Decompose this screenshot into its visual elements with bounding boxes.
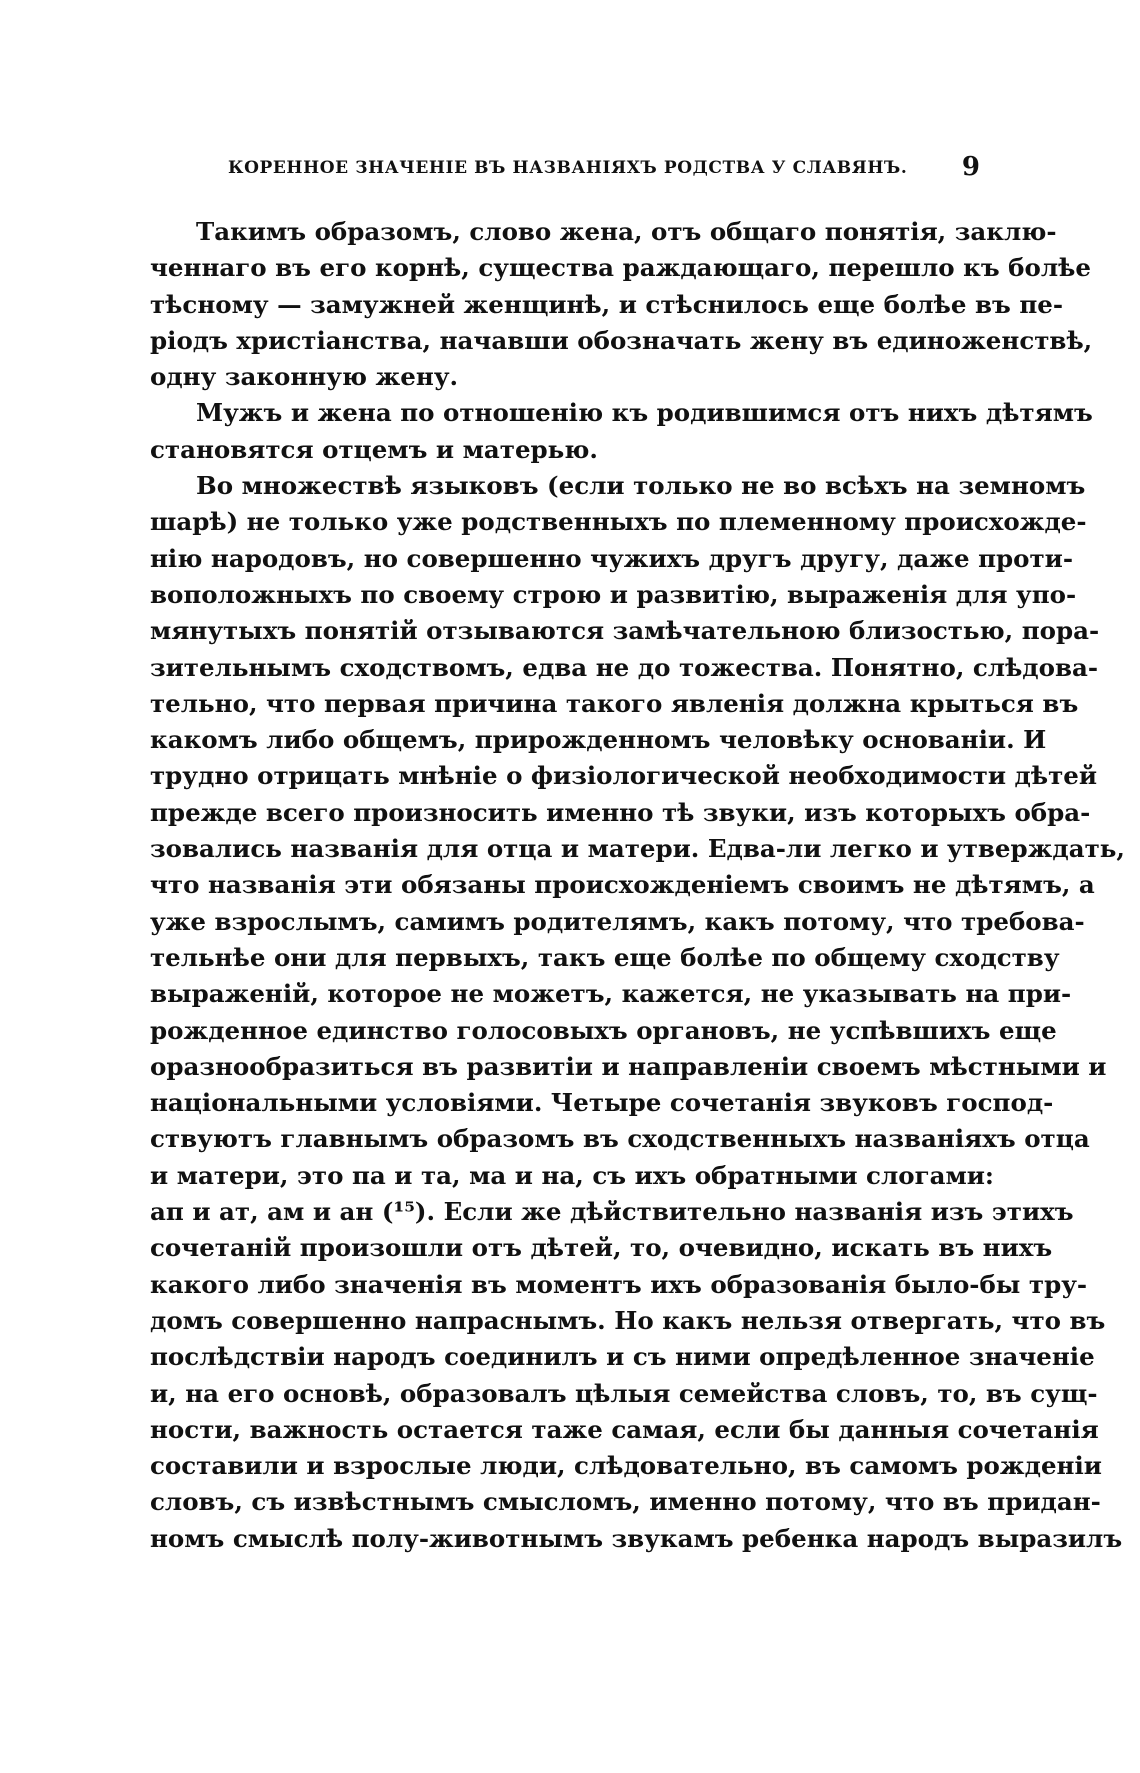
text-line: уже взрослымъ, самимъ родителямъ, какъ потому, что требова-: [150, 906, 1085, 936]
text-line: трудно отрицать мнѣніе о физіологической необходимости дѣтей: [150, 761, 1098, 791]
text-line: воположныхъ по своему строю и развитію, выраженія для упо-: [150, 579, 1077, 609]
text-line: тельно, что первая причина такого явленія должна крыться въ: [150, 688, 1079, 718]
text-line: нію народовъ, но совершенно чужихъ другъ другу, даже проти-: [150, 543, 1073, 573]
text-line: домъ совершенно напраснымъ. Но какъ нельзя отвергать, что въ: [150, 1305, 1106, 1335]
text-line: одну законную жену.: [150, 362, 459, 392]
text-line: зовались названія для отца и матери. Едва-ли легко и утверждать,: [150, 834, 1125, 864]
text-line: рожденное единство голосовыхъ органовъ, не успѣвшихъ еще: [150, 1015, 1057, 1045]
text-line: Мужъ и жена по отношенію къ родившимся отъ нихъ дѣтямъ: [196, 398, 1093, 428]
text-line: ствуютъ главнымъ образомъ въ сходственныхъ названіяхъ отца: [150, 1124, 1090, 1154]
text-line: Такимъ образомъ, слово жена, отъ общаго понятія, заклю-: [196, 217, 1057, 246]
text-line: тельнѣе они для первыхъ, такъ еще болѣе по общему сходству: [150, 942, 1060, 972]
running-title: КОРЕННОЕ ЗНАЧЕНІЕ ВЪ НАЗВАНІЯХЪ РОДСТВА У СЛАВЯНЪ.: [228, 158, 908, 178]
text-line: что названія эти обязаны происхожденіемъ своимъ не дѣтямъ, а: [150, 870, 1095, 900]
text-line: тѣсному — замужней женщинѣ, и стѣснилось еще болѣе въ пе-: [150, 289, 1064, 319]
text-line: словъ, съ извѣстнымъ смысломъ, именно потому, что въ придан-: [150, 1487, 1101, 1517]
text-line: оразнообразиться въ развитіи и направленіи своемъ мѣстными и: [150, 1051, 1107, 1081]
text-line: зительнымъ сходствомъ, едва не до тожества. Понятно, слѣдова-: [150, 652, 1099, 682]
text-line: Во множествѣ языковъ (если только не во всѣхъ на земномъ: [196, 471, 1086, 501]
running-head: [228, 152, 980, 184]
text-line: выраженій, которое не можетъ, кажется, не указывать на при-: [150, 979, 1072, 1009]
text-line: ченнаго въ его корнѣ, существа раждающаго, перешло къ болѣе: [150, 253, 1091, 283]
text-line: какомъ либо общемъ, прирожденномъ человѣку основаніи. И: [150, 725, 1047, 755]
text-line: ности, важность остается таже самая, если бы данныя сочетанія: [150, 1414, 1099, 1444]
page-number: 9: [961, 152, 980, 182]
text-line: національными условіями. Четыре сочетанія звуковъ господ-: [150, 1088, 1054, 1118]
text-line: составили и взрослые люди, слѣдовательно, въ самомъ рожденіи: [150, 1451, 1102, 1481]
text-line: послѣдствіи народъ соединилъ и съ ними опредѣленное значеніе: [150, 1342, 1095, 1372]
text-line: номъ смыслѣ полу-животнымъ звукамъ ребенка народъ выразилъ: [150, 1523, 1123, 1553]
body-text: [150, 214, 1125, 1557]
text-line: какого либо значенія въ моментъ ихъ образованія было-бы тру-: [150, 1269, 1088, 1299]
text-line: и матери, это па и та, ма и на, съ ихъ обратными слогами:: [150, 1160, 994, 1190]
text-line: и, на его основѣ, образовалъ цѣлыя семейства словъ, то, въ сущ-: [150, 1378, 1098, 1408]
text-line: становятся отцемъ и матерью.: [150, 434, 598, 464]
text-line: сочетаній произошли отъ дѣтей, то, очевидно, искать въ нихъ: [150, 1233, 1053, 1263]
text-line: ріодъ христіанства, начавши обозначать жену въ единоженствѣ,: [150, 325, 1093, 355]
text-line: шарѣ) не только уже родственныхъ по племенному происхожде-: [150, 507, 1087, 537]
text-line: ап и ат, ам и ан (¹⁵). Если же дѣйствительно названія изъ этихъ: [150, 1197, 1074, 1227]
text-line: мянутыхъ понятій отзываются замѣчательною близостью, пора-: [150, 616, 1100, 646]
text-line: прежде всего произносить именно тѣ звуки, изъ которыхъ обра-: [150, 797, 1091, 827]
